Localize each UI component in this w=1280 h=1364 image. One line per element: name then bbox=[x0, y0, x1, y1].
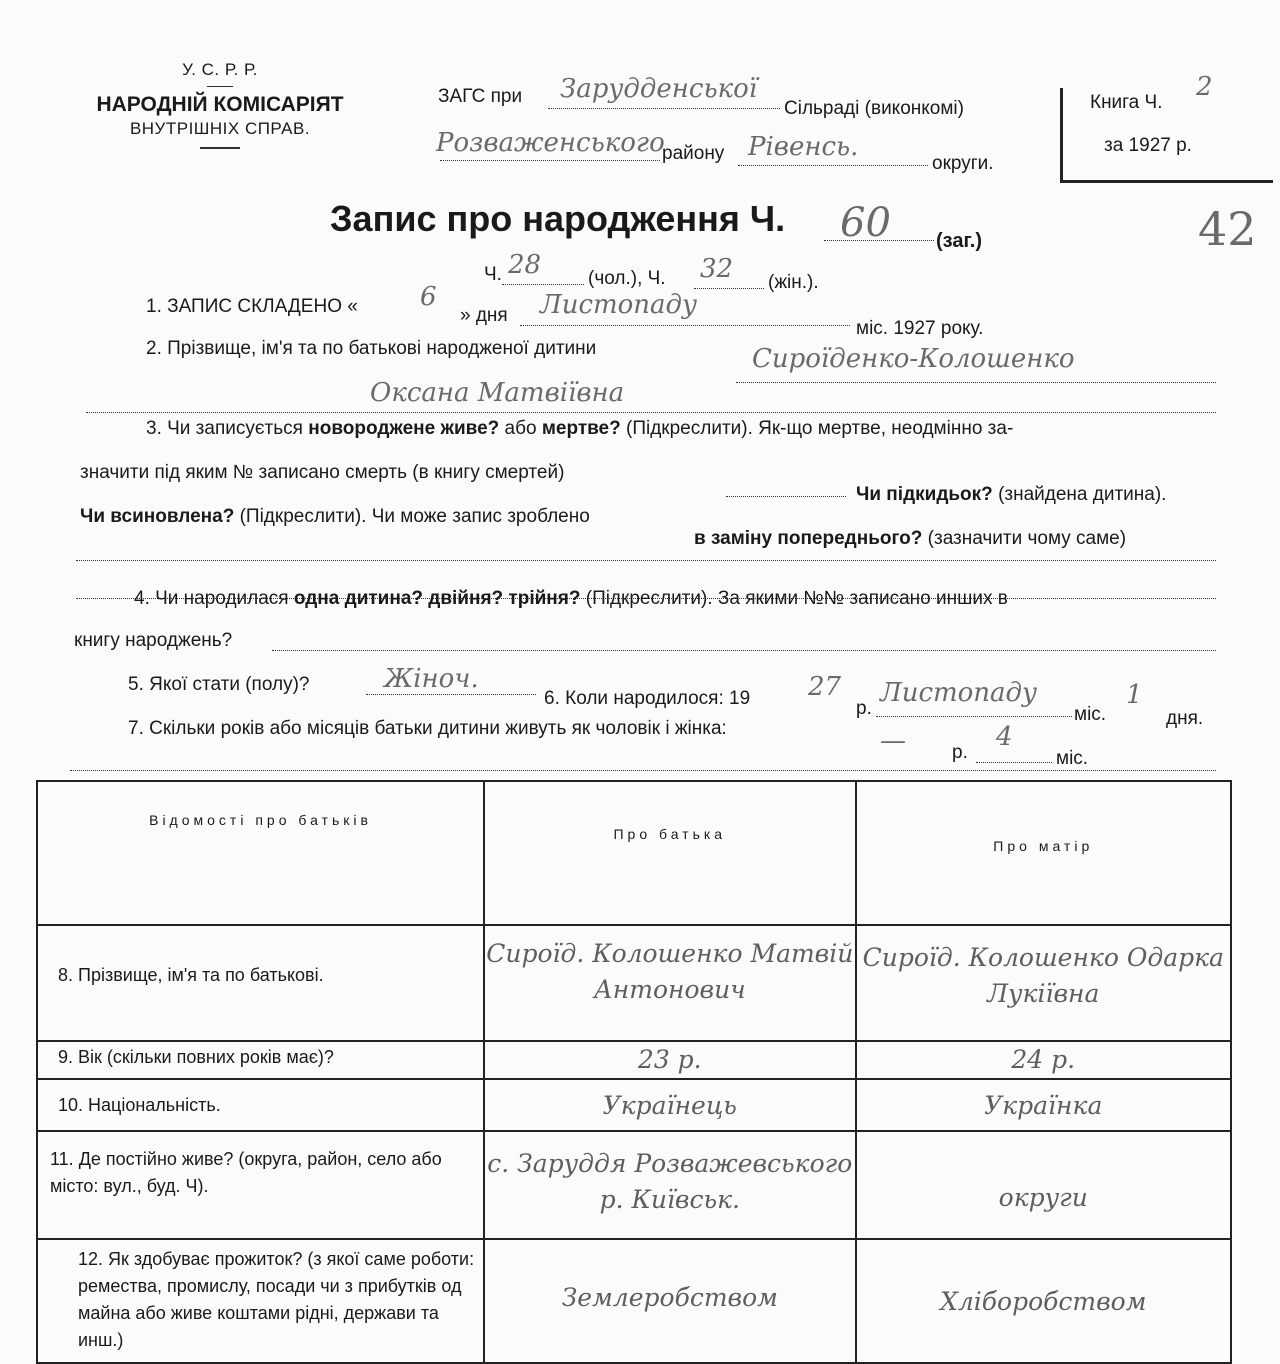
field3-line1: 3. Чи записується новороджене живе? або мертве? (Підкреслити). Як-що мертве, неодмінно за- bbox=[146, 418, 1014, 439]
field7-label: 7. Скільки років або місяців батьки дитини живуть як чоловік і жінка: bbox=[128, 718, 727, 739]
table-header: Про батька bbox=[484, 781, 855, 925]
field2-hw1: Сироїденко-Колошенко bbox=[752, 344, 1075, 374]
field3-line2: значити під яким № записано смерть (в книгу смертей) bbox=[80, 462, 565, 483]
field7-months: 4 bbox=[996, 722, 1013, 752]
zags-prefix: ЗАГС при bbox=[438, 86, 523, 107]
district-label: району bbox=[662, 143, 725, 164]
parents-table bbox=[36, 780, 1232, 1364]
field1-day: 6 bbox=[420, 282, 437, 312]
field6-mis: міс. bbox=[1074, 704, 1107, 725]
male-label: (чол.), Ч. bbox=[588, 268, 666, 289]
table-header: Відомості про батьків bbox=[37, 781, 484, 925]
field3-replace: в заміну попереднього? (зазначити чому саме) bbox=[694, 528, 1127, 549]
field5-label: 5. Якої стати (полу)? bbox=[128, 674, 310, 695]
table-header: Про матір bbox=[856, 781, 1231, 925]
year-label: за 1927 р. bbox=[1104, 135, 1192, 156]
table-row bbox=[37, 1041, 1231, 1079]
field7-mis: міс. bbox=[1056, 748, 1089, 769]
field4-line2: книгу народжень? bbox=[74, 630, 233, 651]
mother-cell: 24 р. bbox=[856, 1041, 1231, 1079]
field7-years: — bbox=[880, 726, 906, 756]
council-label: Сільраді (виконкомі) bbox=[784, 98, 964, 119]
field2-label: 2. Прізвище, ім'я та по батькові народженої дитини bbox=[146, 338, 597, 359]
row-label: 8. Прізвище, ім'я та по батькові. bbox=[37, 925, 484, 1041]
field6-day-label: дня. bbox=[1166, 708, 1204, 729]
field1-month: Листопаду bbox=[540, 290, 698, 320]
field6-month: Листопаду bbox=[880, 678, 1038, 708]
field1-tail: міс. 1927 року. bbox=[856, 318, 984, 339]
book-label: Книга Ч. bbox=[1090, 92, 1163, 113]
record-number: 60 bbox=[840, 200, 891, 246]
field6-label: 6. Коли народилося: 19 bbox=[544, 688, 751, 709]
mother-cell: Українка bbox=[856, 1079, 1231, 1131]
male-number: 28 bbox=[508, 250, 542, 280]
field6-year: 27 bbox=[808, 672, 842, 702]
row-label: 10. Національність. bbox=[37, 1079, 484, 1131]
page-title: Запис про народження Ч. bbox=[330, 198, 786, 239]
field6-r: р. bbox=[856, 698, 872, 719]
field4-line1: 4. Чи народилася одна дитина? двійня? трійня? (Підкреслити). За якими №№ записано инших в bbox=[134, 588, 1008, 609]
father-cell: с. Заруддя Розважевського р. Київськ. bbox=[484, 1131, 855, 1239]
female-number: 32 bbox=[700, 254, 734, 284]
table-header-row bbox=[37, 781, 1231, 925]
divider bbox=[207, 86, 233, 87]
field1-day-suffix: » дня bbox=[460, 305, 508, 326]
zags-handwritten: Зарудденської bbox=[560, 74, 758, 104]
dept-label: ВНУТРІШНІХ СПРАВ. bbox=[129, 119, 311, 138]
book-handwritten: 2 bbox=[1196, 72, 1213, 102]
okrug-handwritten: Рівенсь. bbox=[748, 132, 859, 162]
mother-cell: округи bbox=[856, 1131, 1231, 1239]
corner-number: 42 bbox=[1198, 202, 1257, 256]
field1-label: 1. ЗАПИС СКЛАДЕНО « bbox=[146, 296, 358, 317]
father-cell: Землеробством bbox=[484, 1239, 855, 1363]
mother-cell: Сироїд. Колошенко Одарка Лукіївна bbox=[856, 925, 1231, 1041]
field5-value: Жіноч. bbox=[384, 664, 479, 694]
table-row bbox=[37, 1079, 1231, 1131]
field7-r: р. bbox=[952, 742, 968, 763]
row-label: 11. Де постійно живе? (округа, район, село або місто: вул., буд. Ч). bbox=[37, 1131, 484, 1239]
field6-day: 1 bbox=[1126, 680, 1143, 710]
commissariat-label: НАРОДНІЙ КОМІСАРІЯТ bbox=[96, 93, 344, 116]
field3-found: Чи підкидьок? (знайдена дитина). bbox=[856, 484, 1167, 505]
table-row bbox=[37, 1131, 1231, 1239]
n-prefix: Ч. bbox=[484, 264, 502, 285]
agency-block bbox=[90, 58, 350, 157]
total-label: (заг.) bbox=[936, 230, 983, 252]
row-label: 12. Як здобуває прожиток? (з якої саме роботи: ремества, промислу, посади чи з прибутків од майна або живе коштами рідні, держави та инш.) bbox=[37, 1239, 484, 1363]
divider bbox=[200, 147, 240, 149]
table-row bbox=[37, 925, 1231, 1041]
father-cell: Українець bbox=[484, 1079, 855, 1131]
district-handwritten: Розваженського bbox=[436, 128, 665, 158]
mother-cell: Хліборобством bbox=[856, 1239, 1231, 1363]
republic-label: У. С. Р. Р. bbox=[182, 60, 258, 79]
female-label: (жін.). bbox=[768, 272, 819, 293]
field3-line3: Чи всиновлена? (Підкреслити). Чи може запис зроблено bbox=[80, 506, 590, 527]
father-cell: Сироїд. Колошенко Матвій Антонович bbox=[484, 925, 855, 1041]
field2-hw2: Оксана Матвіївна bbox=[370, 378, 625, 408]
okrug-label: округи. bbox=[932, 153, 994, 174]
row-label: 9. Вік (скільки повних років має)? bbox=[37, 1041, 484, 1079]
father-cell: 23 р. bbox=[484, 1041, 855, 1079]
table-row bbox=[37, 1239, 1231, 1363]
